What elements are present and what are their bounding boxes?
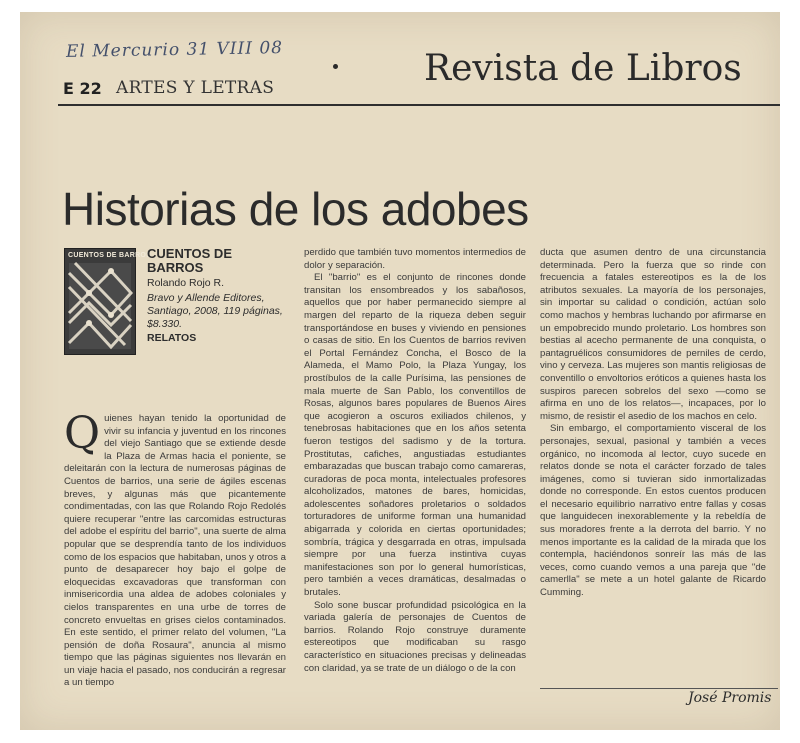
paragraph: uienes hayan tenido la oportunidad de vivir su infancia y juventud en los rincones del viejo Santiago que se extiende desde la Plaza de Armas hacia el poniente, se deleitarán con la lectura de numerosas páginas de Cuentos de barrios, una serie de ágiles escenas breves, y algunas más que picantemente condimentadas, con las que Rolando Rojo Redolés quiere recuperar "entre las carcomidas estructuras del adobe el espíritu del barrio", una suerte de alma popular que se desprendía tanto de los individuos como de los espacios que habitaban, unos y otros a punto de desaparecer hoy bajo el golpe de eloquecidas excavadoras que transforman con inmisericordia una aldea de adobes coloniales y cielos transparentes en una urbe de torres de concreto envueltas en grises cielos contaminados. En este sentido, el primer relato del volumen, "La pensión de doña Rosaura", anuncia al mismo tiempo que las páginas siguientes nos llevarán en un viaje hacia el pasado, nos conducirán a regresar a un tiempo (64, 413, 286, 689)
drop-cap: Q (64, 408, 101, 459)
paragraph: ducta que asumen dentro de una circunstancia determinada. Pero la fuerza que so rinde con frecuencia a fatales estereotipos es la de los atributos sexuales. La mayoría de los personajes, sin importar su calidad o condición, actúan solo como machos y hembras luchando por afirmarse en un empobrecido mundo proletario. Los hombres son bestias al acecho permanente de una conquista, o pantagruélicos consumidores de perniles de cerdo, vino y cerveza. Las mujeres son mantis religiosas de conventillo o envoltorios eróticos a quienes hasta los suspiros parecen sobrelos del sexo —como se afirma en uno de los relatos—, incapaces, por lo mismo, de resistir el asedio de los machos en celo. (540, 247, 766, 422)
book-author: Rolando Rojo R. (147, 277, 225, 289)
article-headline: Historias de los adobes (62, 183, 529, 235)
paragraph: perdido que también tuvo momentos intermedios de dolor y separación. (304, 247, 526, 271)
column-1 (64, 408, 286, 713)
paragraph: Solo sone buscar profundidad psicológica en la variada galería de personajes de Cuentos de barrios. Rolando Rojo construye duramente estereotipos que modificaban su rasgo característico en situaciones precisas y delineadas con claridad, ya se trate de un diálogo o de la con (304, 599, 526, 674)
masthead-rule (58, 104, 780, 106)
signature-rule (540, 688, 778, 689)
book-title: CUENTOS DE BARROS (147, 246, 232, 275)
article-author: José Promis (688, 690, 772, 706)
book-cover-pattern (69, 263, 131, 349)
book-genre: RELATOS (147, 332, 197, 344)
handwritten-note: El Mercurio 31 VIII 08 (65, 38, 284, 62)
masthead-title: Revista de Libros (424, 48, 742, 89)
paragraph: Sin embargo, el comportamiento visceral de los personajes, sexual, pasional y también a veces orgánico, no incomoda al lector, cuyo sucede en relatos donde se nota el carácter forzado de tales imágenes, como si tuvieran sido inmortalizadas donde no corresponde. En estos cuentos producen el necesario equilibrio narrativo entre fallas y cosas que languidecen inexorablemente y la rebeldía de sus moradores frente a la derrota del barrio. Y no menos importante es la calidad de la mirada que los contempla, haciéndonos sonreír las más de las veces, como cuando vemos a una pareja que "de camerlla" se mete a un hotel galante de Ricardo Cumming. (540, 423, 766, 599)
book-cover-image (64, 248, 152, 355)
book-publisher: Bravo y Allende Editores, Santiago, 2008, 119 páginas, $8.330. (147, 292, 283, 330)
page-number: E 22 (63, 79, 102, 98)
column-3 (540, 247, 766, 667)
column-2 (304, 247, 526, 713)
book-cover-text: CUENTOS DE BARROS (68, 252, 152, 259)
bullet-dot (333, 64, 338, 69)
book-info (147, 247, 297, 344)
paragraph: El "barrio" es el conjunto de rincones donde transitan los ensombreados y los sabañosos, aquellos que por haber permanecido siempre al margen del reparto de la riqueza deben seguir transportándose en buses y viviendo en pensiones o casas de sitio. En los Cuentos de barrios reviven el Portal Fernández Concha, el Bosco de la Alameda, el Mamo Polo, la Plaza Yungay, los prostíbulos de la calle Purísima, las pensiones de mala muerte de San Pablo, los conventillos de Rosas, algunos bares populares de Buenos Aires que acogieron a oscuros exiliados chilenos, y tenebrosas habitaciones que en los años setenta fueron testigos del sadismo y de la tortura. Prostitutas, cafiches, angustiadas estudiantes embarazadas que buscan trabajo como camareras, curadoras de poca monta, intelectuales profesores alcoholizados, matones de bares, homicidas, adolescentes soñadores proletarios o soldados torturadores de uniforme forman una humanidad abigarrada y colorida en ciertas oportunidades; sombría, trágica y desgarrada en otras, impulsada siempre por una fuerza instintiva cuyas manifestaciones son por lo general humorísticas, pero también a veces dramáticas, desalmadas o brutales. (304, 272, 526, 599)
section-label: ARTES Y LETRAS (116, 78, 275, 98)
